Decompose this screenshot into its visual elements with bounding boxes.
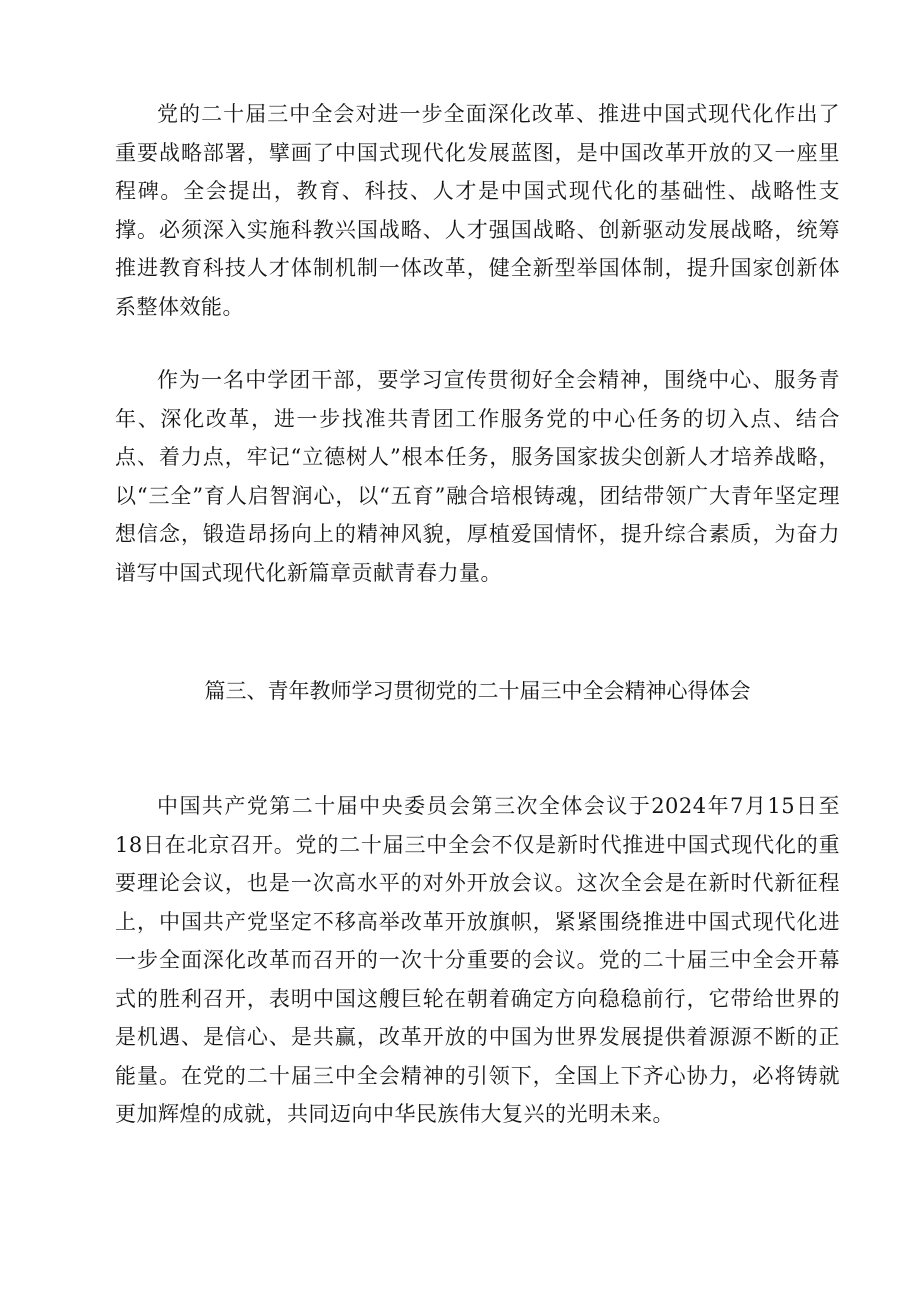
body-paragraph-2: 作为一名中学团干部，要学习宣传贯彻好全会精神，围绕中心、服务青年、深化改革，进一步找准共青团工作服务党的中心任务的切入点、结合点、着力点，牢记“立德树人”根本任务，服务国家拔尖创新人才培养战略，以“三全”育人启智润心，以“五育”融合培根铸魂，团结带领广大青年坚定理想信念，锻造昂扬向上的精神风貌，厚植爱国情怀，提升综合素质，为奋力谱写中国式现代化新篇章贡献青春力量。: [115, 368, 840, 585]
body-paragraph-1: 党的二十届三中全会对进一步全面深化改革、推进中国式现代化作出了重要战略部署，擘画了中国式现代化发展蓝图，是中国改革开放的又一座里程碑。全会提出，教育、科技、人才是中国式现代化的基础性、战略性支撑。必须深入实施科教兴国战略、人才强国战略、创新驱动发展战略，统筹推进教育科技人才体制机制一体改革，健全新型举国体制，提升国家创新体系整体效能。: [115, 102, 840, 319]
body-paragraph-3: 中国共产党第二十届中央委员会第三次全体会议于2024年7月15日至18日在北京召开。党的二十届三中全会不仅是新时代推进中国式现代化的重要理论会议，也是一次高水平的对外开放会议。这次全会是在新时代新征程上，中国共产党坚定不移高举改革开放旗帜，紧紧围绕推进中国式现代化进一步全面深化改革而召开的一次十分重要的会议。党的二十届三中全会开幕式的胜利召开，表明中国这艘巨轮在朝着确定方向稳稳前行，它带给世界的是机遇、是信心、是共赢，改革开放的中国为世界发展提供着源源不断的正能量。在党的二十届三中全会精神的引领下，全国上下齐心协力，必将铸就更加辉煌的成就，共同迈向中华民族伟大复兴的光明未来。: [115, 794, 840, 1126]
section-heading: 篇三、青年教师学习贯彻党的二十届三中全会精神心得体会: [204, 679, 751, 703]
